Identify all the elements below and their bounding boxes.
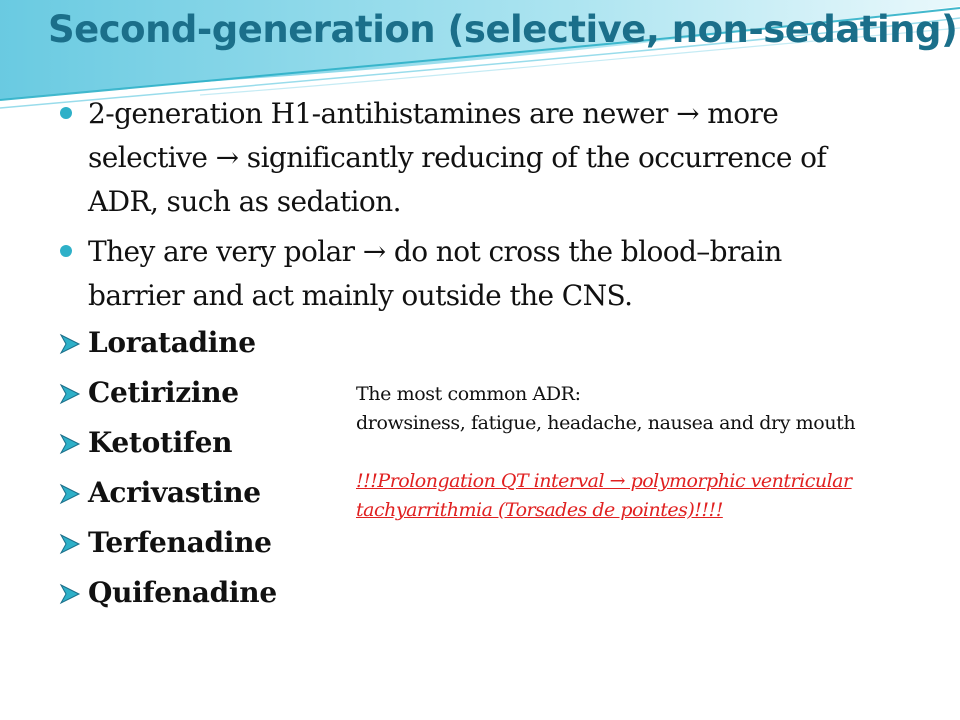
qt-warning-line: tachyarrithmia (Torsades de pointes)!!!! (356, 499, 723, 521)
drug-name: Quifenadine (88, 576, 277, 609)
arrowhead-bullet-icon (59, 483, 81, 505)
adr-note (356, 380, 936, 438)
adr-note-list: drowsiness, fatigue, headache, nausea and dry mouth (356, 412, 856, 434)
drug-list (58, 320, 358, 620)
drug-name: Acrivastine (88, 476, 261, 509)
qt-warning-line: !!!Prolongation QT interval → polymorphic ventricular (356, 470, 852, 492)
drug-name: Ketotifen (88, 426, 233, 459)
bullet-list (58, 92, 918, 318)
drug-name: Terfenadine (88, 526, 272, 559)
bullet-line: selective → significantly reducing of the occurrence of (88, 141, 827, 174)
bullet-line: They are very polar → do not cross the blood–brain (88, 235, 782, 268)
qt-warning (356, 467, 936, 525)
slide-title: Second-generation (selective, non-sedating) (48, 8, 958, 51)
drug-name: Loratadine (88, 326, 256, 359)
drug-item (58, 370, 358, 420)
drug-item (58, 420, 358, 470)
bullet-item (58, 230, 918, 318)
arrowhead-bullet-icon (59, 583, 81, 605)
adr-note-heading: The most common ADR: (356, 383, 581, 405)
bullet-dot-icon (60, 245, 72, 257)
bullet-line: 2-generation H1-antihistamines are newer → more (88, 97, 779, 130)
bullet-dot-icon (60, 107, 72, 119)
arrowhead-bullet-icon (59, 433, 81, 455)
drug-item (58, 520, 358, 570)
bullet-line: barrier and act mainly outside the CNS. (88, 279, 633, 312)
drug-name: Cetirizine (88, 376, 239, 409)
arrowhead-bullet-icon (59, 533, 81, 555)
drug-item (58, 320, 358, 370)
bullet-line: ADR, such as sedation. (88, 185, 401, 218)
arrowhead-bullet-icon (59, 383, 81, 405)
drug-item (58, 570, 358, 620)
arrowhead-bullet-icon (59, 333, 81, 355)
bullet-item (58, 92, 918, 224)
drug-item (58, 470, 358, 520)
